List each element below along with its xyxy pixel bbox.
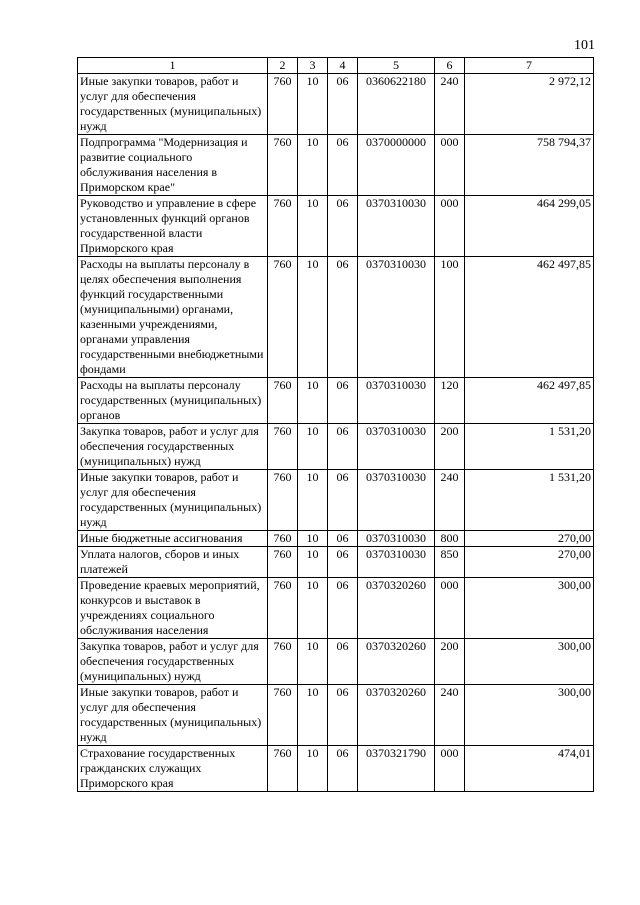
ministry-code: 760: [268, 257, 298, 378]
subsection-code: 06: [328, 424, 358, 470]
section-code: 10: [298, 257, 328, 378]
table-row: [78, 74, 594, 135]
ministry-code: 760: [268, 135, 298, 196]
section-code: 10: [298, 196, 328, 257]
ministry-code: 760: [268, 378, 298, 424]
ministry-code: 760: [268, 531, 298, 547]
expense-type-code: 000: [435, 578, 465, 639]
table-row: [78, 639, 594, 685]
subsection-code: 06: [328, 547, 358, 578]
column-header: 1: [78, 58, 268, 74]
amount: 462 497,85: [465, 257, 594, 378]
expense-type-code: 240: [435, 74, 465, 135]
table-row: [78, 547, 594, 578]
section-code: 10: [298, 639, 328, 685]
page-number: 101: [574, 38, 595, 53]
amount: 300,00: [465, 639, 594, 685]
ministry-code: 760: [268, 685, 298, 746]
expense-name: Иные закупки товаров, работ и услуг для обеспечения государственных (муниципальных) нужд: [78, 470, 268, 531]
ministry-code: 760: [268, 424, 298, 470]
expense-name: Иные бюджетные ассигнования: [78, 531, 268, 547]
section-code: 10: [298, 746, 328, 792]
target-article-code: 0370310030: [358, 196, 435, 257]
subsection-code: 06: [328, 74, 358, 135]
amount: 300,00: [465, 685, 594, 746]
target-article-code: 0370321790: [358, 746, 435, 792]
table-row: [78, 378, 594, 424]
subsection-code: 06: [328, 531, 358, 547]
expense-name: Уплата налогов, сборов и иных платежей: [78, 547, 268, 578]
amount: 2 972,12: [465, 74, 594, 135]
section-code: 10: [298, 578, 328, 639]
expense-type-code: 200: [435, 639, 465, 685]
target-article-code: 0360622180: [358, 74, 435, 135]
column-header: 2: [268, 58, 298, 74]
column-header: 7: [465, 58, 594, 74]
expense-type-code: 000: [435, 135, 465, 196]
amount: 474,01: [465, 746, 594, 792]
expense-name: Руководство и управление в сфере установленных функций органов государственной власти Приморского края: [78, 196, 268, 257]
table-row: [78, 424, 594, 470]
expense-type-code: 100: [435, 257, 465, 378]
expense-type-code: 000: [435, 196, 465, 257]
section-code: 10: [298, 470, 328, 531]
section-code: 10: [298, 531, 328, 547]
expense-type-code: 120: [435, 378, 465, 424]
table-row: [78, 578, 594, 639]
subsection-code: 06: [328, 639, 358, 685]
expense-name: Закупка товаров, работ и услуг для обеспечения государственных (муниципальных) нужд: [78, 639, 268, 685]
expense-name: Закупка товаров, работ и услуг для обеспечения государственных (муниципальных) нужд: [78, 424, 268, 470]
column-header: 5: [358, 58, 435, 74]
section-code: 10: [298, 135, 328, 196]
expense-name: Проведение краевых мероприятий, конкурсов и выставок в учреждениях социального обслуживания населения: [78, 578, 268, 639]
table-row: [78, 135, 594, 196]
expense-type-code: 800: [435, 531, 465, 547]
target-article-code: 0370310030: [358, 547, 435, 578]
subsection-code: 06: [328, 257, 358, 378]
expense-name: Расходы на выплаты персоналу государственных (муниципальных) органов: [78, 378, 268, 424]
target-article-code: 0370320260: [358, 578, 435, 639]
expense-name: Подпрограмма "Модернизация и развитие социального обслуживания населения в Приморском крае": [78, 135, 268, 196]
section-code: 10: [298, 547, 328, 578]
subsection-code: 06: [328, 578, 358, 639]
target-article-code: 0370310030: [358, 531, 435, 547]
target-article-code: 0370310030: [358, 378, 435, 424]
amount: 270,00: [465, 547, 594, 578]
table-row: [78, 470, 594, 531]
expense-type-code: 850: [435, 547, 465, 578]
subsection-code: 06: [328, 378, 358, 424]
ministry-code: 760: [268, 470, 298, 531]
ministry-code: 760: [268, 746, 298, 792]
expense-type-code: 240: [435, 685, 465, 746]
column-header: 3: [298, 58, 328, 74]
ministry-code: 760: [268, 547, 298, 578]
subsection-code: 06: [328, 196, 358, 257]
amount: 464 299,05: [465, 196, 594, 257]
target-article-code: 0370320260: [358, 685, 435, 746]
target-article-code: 0370310030: [358, 257, 435, 378]
column-number-row: [78, 58, 594, 74]
ministry-code: 760: [268, 639, 298, 685]
ministry-code: 760: [268, 578, 298, 639]
ministry-code: 760: [268, 74, 298, 135]
section-code: 10: [298, 685, 328, 746]
amount: 462 497,85: [465, 378, 594, 424]
subsection-code: 06: [328, 685, 358, 746]
expense-name: Страхование государственных гражданских служащих Приморского края: [78, 746, 268, 792]
subsection-code: 06: [328, 746, 358, 792]
table-row: [78, 196, 594, 257]
budget-table: [77, 57, 594, 792]
table-row: [78, 531, 594, 547]
section-code: 10: [298, 74, 328, 135]
amount: 300,00: [465, 578, 594, 639]
column-header: 4: [328, 58, 358, 74]
expense-type-code: 000: [435, 746, 465, 792]
table-row: [78, 685, 594, 746]
amount: 758 794,37: [465, 135, 594, 196]
table-row: [78, 746, 594, 792]
amount: 1 531,20: [465, 424, 594, 470]
section-code: 10: [298, 424, 328, 470]
ministry-code: 760: [268, 196, 298, 257]
section-code: 10: [298, 378, 328, 424]
expense-type-code: 240: [435, 470, 465, 531]
expense-name: Иные закупки товаров, работ и услуг для обеспечения государственных (муниципальных) нужд: [78, 685, 268, 746]
target-article-code: 0370310030: [358, 470, 435, 531]
target-article-code: 0370310030: [358, 424, 435, 470]
column-header: 6: [435, 58, 465, 74]
amount: 1 531,20: [465, 470, 594, 531]
target-article-code: 0370320260: [358, 639, 435, 685]
table-row: [78, 257, 594, 378]
expense-name: Расходы на выплаты персоналу в целях обеспечения выполнения функций государственными (муниципальными) органами, казенными учреждениями, органами управления государственными внебюджетными фондами: [78, 257, 268, 378]
amount: 270,00: [465, 531, 594, 547]
expense-type-code: 200: [435, 424, 465, 470]
subsection-code: 06: [328, 470, 358, 531]
subsection-code: 06: [328, 135, 358, 196]
expense-name: Иные закупки товаров, работ и услуг для обеспечения государственных (муниципальных) нужд: [78, 74, 268, 135]
target-article-code: 0370000000: [358, 135, 435, 196]
